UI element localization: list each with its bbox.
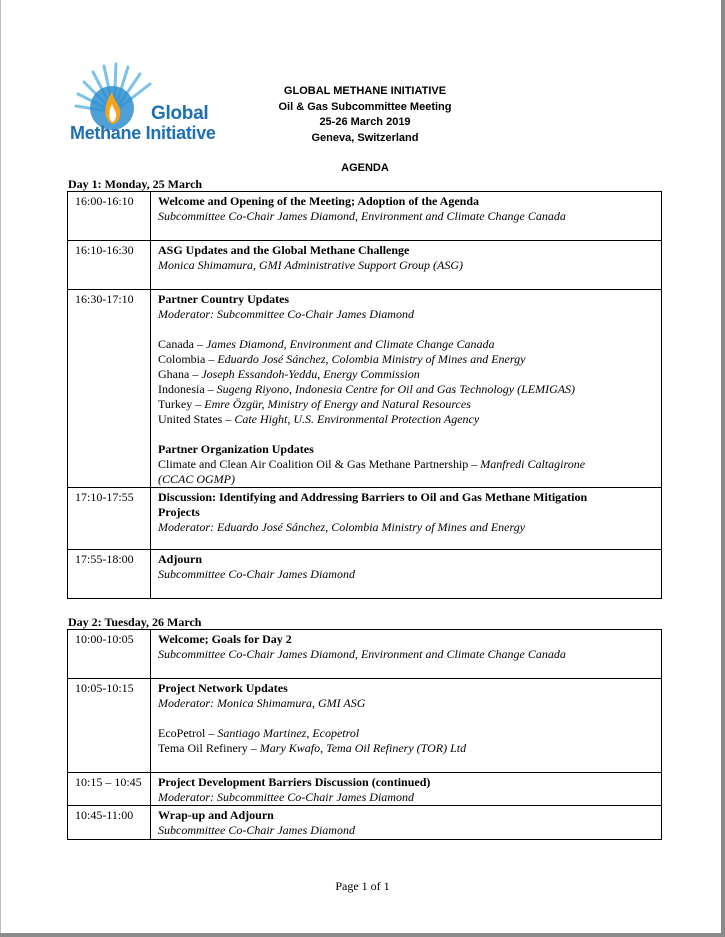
session-time: 10:05-10:15 <box>68 679 151 773</box>
session-details <box>151 806 662 840</box>
session-time: 16:10-16:30 <box>68 241 151 290</box>
session-time: 10:15 – 10:45 <box>68 773 151 806</box>
session-title: Project Network Updates <box>158 681 288 695</box>
session-title-cont: Projects <box>158 505 200 519</box>
session-details <box>151 488 662 550</box>
day2-agenda-table <box>67 629 662 840</box>
page-edge-right <box>721 0 725 937</box>
header-org: GLOBAL METHANE INITIATIVE <box>283 85 447 97</box>
session-speaker: Subcommittee Co-Chair James Diamond <box>158 823 355 837</box>
session-title: Welcome; Goals for Day 2 <box>158 632 292 646</box>
session-time: 16:30-17:10 <box>68 290 151 488</box>
session-time: 17:55-18:00 <box>68 550 151 599</box>
session-title: Partner Country Updates <box>158 292 290 306</box>
session-moderator: Moderator: Subcommittee Co-Chair James Diamond <box>158 307 414 321</box>
agenda-title: AGENDA <box>341 162 389 174</box>
org-update: Climate and Clean Air Coalition Oil & Gas Methane Partnership – Manfredi Caltagirone <box>158 457 586 471</box>
session-details <box>151 192 662 241</box>
session-time: 10:45-11:00 <box>68 806 151 840</box>
session-speaker: Monica Shimamura, GMI Administrative Support Group (ASG) <box>158 258 463 272</box>
session-title: Wrap-up and Adjourn <box>158 808 274 822</box>
table-row <box>68 630 662 679</box>
session-details <box>151 241 662 290</box>
session-details <box>151 290 662 488</box>
session-title: ASG Updates and the Global Methane Challenge <box>158 243 410 257</box>
session-speaker: Subcommittee Co-Chair James Diamond, Environment and Climate Change Canada <box>158 647 566 661</box>
page-edge-left <box>0 0 1 937</box>
session-title: Adjourn <box>158 552 203 566</box>
session-speaker: Moderator: Subcommittee Co-Chair James Diamond <box>158 790 414 804</box>
header-location: Geneva, Switzerland <box>311 131 419 144</box>
table-row <box>68 192 662 241</box>
session-details <box>151 773 662 806</box>
session-details <box>151 630 662 679</box>
session-time: 17:10-17:55 <box>68 488 151 550</box>
table-row <box>68 290 662 488</box>
page-number: Page 1 of 1 <box>335 879 390 893</box>
session-title: Discussion: Identifying and Addressing Barriers to Oil and Gas Methane Mitigation <box>158 490 588 504</box>
country-update: Indonesia – Sugeng Riyono, Indonesia Centre for Oil and Gas Technology (LEMIGAS) <box>158 382 576 396</box>
table-row <box>68 773 662 806</box>
table-row <box>68 679 662 773</box>
gmi-logo <box>64 62 234 146</box>
session-title: Project Development Barriers Discussion (continued) <box>158 775 431 789</box>
logo-text-global: Global <box>151 103 209 124</box>
day1-label: Day 1: Monday, 25 March <box>68 177 203 191</box>
logo-text-methane-initiative: Methane Initiative <box>70 123 216 143</box>
page-edge-bottom <box>0 933 725 937</box>
session-speaker: Moderator: Eduardo José Sánchez, Colombia Ministry of Mines and Energy <box>158 520 526 534</box>
country-update: Turkey – Emre Özgür, Ministry of Energy and Natural Resources <box>158 397 471 411</box>
table-row <box>68 806 662 840</box>
session-time: 10:00-10:05 <box>68 630 151 679</box>
day1-agenda-table <box>67 191 662 599</box>
org-update-cont: (CCAC OGMP) <box>158 472 235 486</box>
country-update: Colombia – Eduardo José Sánchez, Colombia Ministry of Mines and Energy <box>158 352 526 366</box>
country-update: Ghana – Joseph Essandoh-Yeddu, Energy Commission <box>158 367 420 381</box>
day2-label: Day 2: Tuesday, 26 March <box>68 615 202 629</box>
table-row <box>68 241 662 290</box>
session-moderator: Moderator: Monica Shimamura, GMI ASG <box>158 696 366 710</box>
document-header <box>230 84 500 146</box>
session-time: 16:00-16:10 <box>68 192 151 241</box>
session-details <box>151 550 662 599</box>
table-row <box>68 550 662 599</box>
session-speaker: Subcommittee Co-Chair James Diamond <box>158 567 355 581</box>
session-details <box>151 679 662 773</box>
project-update: Tema Oil Refinery – Mary Kwafo, Tema Oil Refinery (TOR) Ltd <box>158 741 467 755</box>
country-update: Canada – James Diamond, Environment and Climate Change Canada <box>158 337 495 351</box>
table-row <box>68 488 662 550</box>
logo-sunburst-icon <box>64 62 164 132</box>
org-updates-title: Partner Organization Updates <box>158 442 314 456</box>
header-meeting: Oil & Gas Subcommittee Meeting <box>278 100 452 113</box>
session-speaker: Subcommittee Co-Chair James Diamond, Environment and Climate Change Canada <box>158 209 566 223</box>
header-dates: 25-26 March 2019 <box>319 116 411 128</box>
country-update: United States – Cate Hight, U.S. Environmental Protection Agency <box>158 412 480 426</box>
session-title: Welcome and Opening of the Meeting; Adoption of the Agenda <box>158 194 480 208</box>
project-update: EcoPetrol – Santiago Martinez, Ecopetrol <box>158 726 360 740</box>
